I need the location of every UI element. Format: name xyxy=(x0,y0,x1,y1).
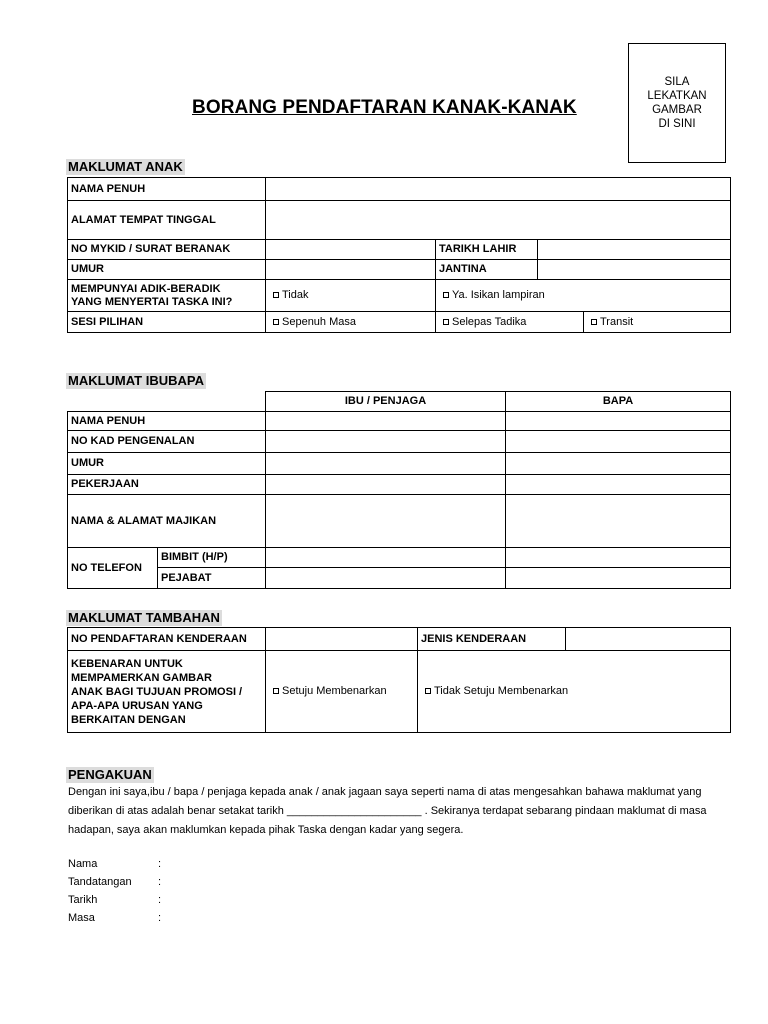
label-siblings-line: MEMPUNYAI ADIK-BERADIK xyxy=(71,282,221,295)
consent-line: KEBENARAN UNTUK xyxy=(71,657,183,670)
declaration-text xyxy=(68,783,716,840)
checkbox-icon[interactable] xyxy=(591,319,597,325)
photo-box-line: LEKATKAN xyxy=(647,90,707,102)
label-vehicle-no: NO PENDAFTARAN KENDERAAN xyxy=(68,628,266,651)
signature-colon: : xyxy=(158,876,162,888)
label-child-full-name: NAMA PENUH xyxy=(68,178,266,201)
mother-full-name-field[interactable] xyxy=(266,412,506,431)
section-heading-child: MAKLUMAT ANAK xyxy=(68,159,183,174)
consent-line: APA-APA URUSAN YANG xyxy=(71,699,203,712)
label-parent-mobile: BIMBIT (H/P) xyxy=(158,548,266,568)
checkbox-icon[interactable] xyxy=(425,688,431,694)
photo-box-line: SILA xyxy=(664,76,690,88)
siblings-no-option[interactable] xyxy=(266,280,436,312)
signature-colon: : xyxy=(158,858,162,870)
label-parent-ic: NO KAD PENGENALAN xyxy=(68,431,266,453)
label-parent-full-name: NAMA PENUH xyxy=(68,412,266,431)
declaration-part1: Dengan ini saya,ibu / bapa / penjaga kepada anak / anak jagaan saya seperti nama di atas mengesahkan bahawa maklumat yang diberikan di atas adalah benar setakat tarikh xyxy=(68,786,702,817)
declaration-part2: . Sekiranya terdapat sebarang pindaan maklumat di masa hadapan, saya akan maklumkan kepada pihak Taska dengan kadar yang segera. xyxy=(68,805,707,836)
label-child-gender: JANTINA xyxy=(436,260,538,280)
father-age-field[interactable] xyxy=(506,453,731,475)
photo-box-line: DI SINI xyxy=(658,118,696,130)
child-dob-field[interactable] xyxy=(538,240,731,260)
label-parent-employer: NAMA & ALAMAT MAJIKAN xyxy=(68,495,266,548)
label-child-session: SESI PILIHAN xyxy=(68,312,266,333)
label-child-age: UMUR xyxy=(68,260,266,280)
mother-office-field[interactable] xyxy=(266,568,506,589)
label-parent-age: UMUR xyxy=(68,453,266,475)
consent-yes-option[interactable] xyxy=(266,651,418,733)
label-vehicle-type: JENIS KENDERAAN xyxy=(418,628,566,651)
signature-time-label: Masa xyxy=(68,912,95,924)
form-title: BORANG PENDAFTARAN KANAK-KANAK xyxy=(192,97,577,118)
photo-placeholder-box xyxy=(628,43,726,163)
label-child-siblings xyxy=(68,280,266,312)
child-address-field[interactable] xyxy=(266,201,731,240)
checkbox-icon[interactable] xyxy=(273,292,279,298)
mother-job-field[interactable] xyxy=(266,475,506,495)
label-siblings-line: YANG MENYERTAI TASKA INI? xyxy=(71,295,233,308)
mother-mobile-field[interactable] xyxy=(266,548,506,568)
checkbox-icon[interactable] xyxy=(443,292,449,298)
mother-employer-field[interactable] xyxy=(266,495,506,548)
section-heading-parents: MAKLUMAT IBUBAPA xyxy=(68,373,204,388)
father-employer-field[interactable] xyxy=(506,495,731,548)
session-full-option[interactable] xyxy=(266,312,436,333)
section-heading-extra: MAKLUMAT TAMBAHAN xyxy=(68,610,220,625)
signature-colons xyxy=(158,855,161,927)
consent-yes-label: Setuju Membenarkan xyxy=(282,685,387,697)
consent-line: ANAK BAGI TUJUAN PROMOSI / xyxy=(71,685,243,698)
father-full-name-field[interactable] xyxy=(506,412,731,431)
signature-sign-label: Tandatangan xyxy=(68,876,132,888)
mother-age-field[interactable] xyxy=(266,453,506,475)
checkbox-icon[interactable] xyxy=(443,319,449,325)
photo-box-line: GAMBAR xyxy=(652,104,702,116)
header-mother: IBU / PENJAGA xyxy=(266,392,506,412)
father-job-field[interactable] xyxy=(506,475,731,495)
checkbox-icon[interactable] xyxy=(273,688,279,694)
session-transit-label: Transit xyxy=(600,315,634,328)
label-photo-consent xyxy=(68,651,266,733)
label-child-mykid: NO MYKID / SURAT BERANAK xyxy=(68,240,266,260)
empty-header-cell xyxy=(68,392,266,412)
checkbox-icon[interactable] xyxy=(273,319,279,325)
child-mykid-field[interactable] xyxy=(266,240,436,260)
consent-line: MEMPAMERKAN GAMBAR xyxy=(71,671,212,684)
consent-no-label: Tidak Setuju Membenarkan xyxy=(434,685,569,697)
child-full-name-field[interactable] xyxy=(266,178,731,201)
label-child-address: ALAMAT TEMPAT TINGGAL xyxy=(68,201,266,240)
child-age-field[interactable] xyxy=(266,260,436,280)
father-office-field[interactable] xyxy=(506,568,731,589)
signature-name-label: Nama xyxy=(68,858,98,870)
extra-info-table xyxy=(67,627,731,733)
father-mobile-field[interactable] xyxy=(506,548,731,568)
parents-info-table xyxy=(67,391,731,589)
session-transit-option[interactable] xyxy=(584,312,731,333)
signature-labels xyxy=(68,855,132,927)
consent-line: BERKAITAN DENGAN xyxy=(71,713,186,726)
label-parent-office: PEJABAT xyxy=(158,568,266,589)
vehicle-no-field[interactable] xyxy=(266,628,418,651)
siblings-yes-option[interactable] xyxy=(436,280,731,312)
label-parent-job: PEKERJAAN xyxy=(68,475,266,495)
father-ic-field[interactable] xyxy=(506,431,731,453)
consent-no-option[interactable] xyxy=(418,651,731,733)
header-father: BAPA xyxy=(506,392,731,412)
signature-colon: : xyxy=(158,894,162,906)
signature-colon: : xyxy=(158,912,162,924)
section-heading-declaration: PENGAKUAN xyxy=(68,767,152,782)
siblings-yes-label: Ya. Isikan lampiran xyxy=(452,289,545,301)
session-full-label: Sepenuh Masa xyxy=(282,315,356,328)
label-parent-phone: NO TELEFON xyxy=(68,548,158,589)
declaration-date-blank[interactable]: ______________________ xyxy=(286,805,422,817)
vehicle-type-field[interactable] xyxy=(566,628,731,651)
child-info-table xyxy=(67,177,731,333)
label-child-dob: TARIKH LAHIR xyxy=(436,240,538,260)
session-after-label: Selepas Tadika xyxy=(452,315,527,328)
siblings-no-label: Tidak xyxy=(282,289,309,301)
signature-date-label: Tarikh xyxy=(68,894,98,906)
session-after-option[interactable] xyxy=(436,312,584,333)
mother-ic-field[interactable] xyxy=(266,431,506,453)
child-gender-field[interactable] xyxy=(538,260,731,280)
